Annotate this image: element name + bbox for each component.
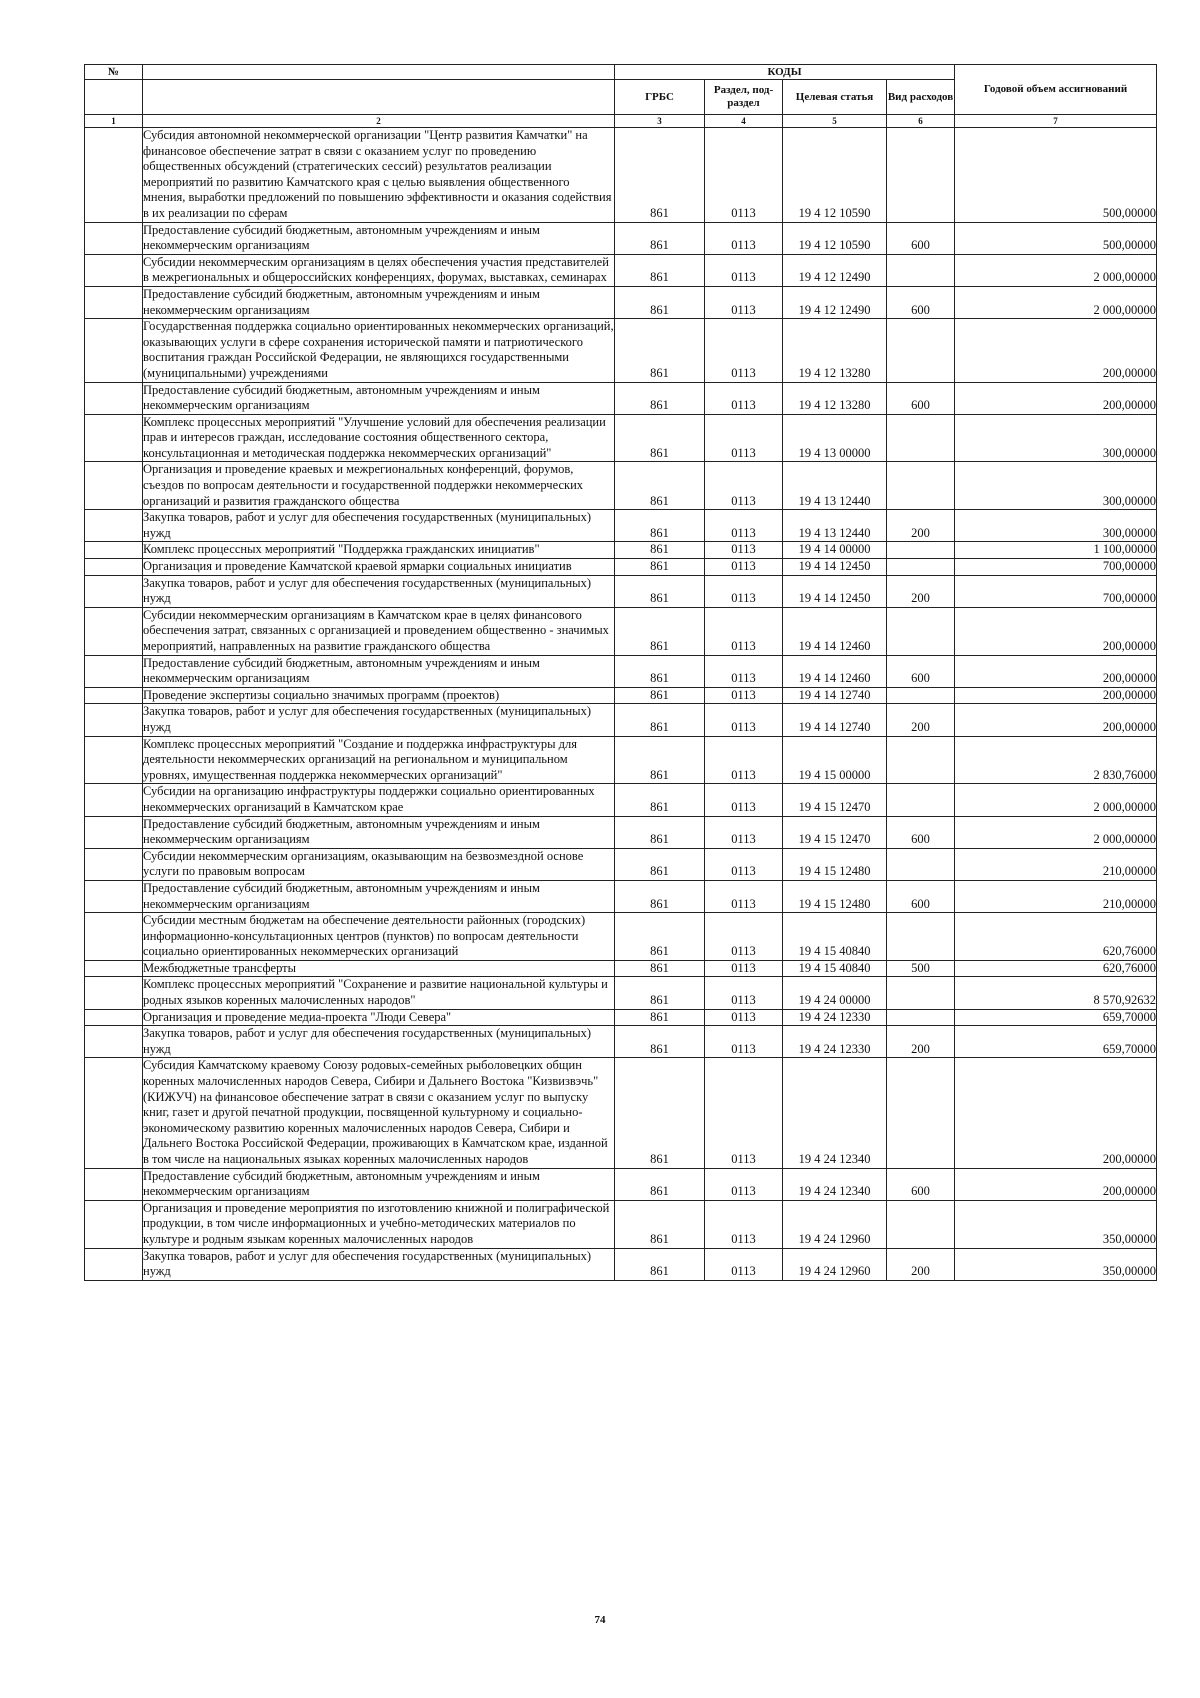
target-article-code: 19 4 13 12440 — [783, 510, 887, 542]
expense-name: Закупка товаров, работ и услуг для обеспечения государственных (муниципальных) нужд — [143, 704, 615, 736]
row-number-cell — [85, 1058, 143, 1168]
table-row — [85, 704, 1157, 736]
expense-type-code — [887, 319, 955, 382]
grbs-code: 861 — [615, 1200, 705, 1248]
grbs-code: 861 — [615, 655, 705, 687]
expense-type-code — [887, 1200, 955, 1248]
annual-amount: 200,00000 — [955, 382, 1157, 414]
target-article-code: 19 4 15 40840 — [783, 913, 887, 961]
budget-table — [84, 64, 1157, 1281]
section-code: 0113 — [705, 382, 783, 414]
header-codes: КОДЫ — [615, 65, 955, 80]
column-number: 2 — [143, 115, 615, 128]
annual-amount: 2 000,00000 — [955, 784, 1157, 816]
annual-amount: 659,70000 — [955, 1009, 1157, 1026]
expense-name: Предоставление субсидий бюджетным, автономным учреждениям и иным некоммерческим организациям — [143, 1168, 615, 1200]
header-expense-type: Вид расходов — [887, 80, 955, 115]
annual-amount: 620,76000 — [955, 913, 1157, 961]
table-row — [85, 977, 1157, 1009]
section-code: 0113 — [705, 414, 783, 462]
target-article-code: 19 4 12 12490 — [783, 286, 887, 318]
expense-name: Предоставление субсидий бюджетным, автономным учреждениям и иным некоммерческим организациям — [143, 655, 615, 687]
grbs-code: 861 — [615, 607, 705, 655]
table-row — [85, 1168, 1157, 1200]
target-article-code: 19 4 12 10590 — [783, 222, 887, 254]
expense-type-code — [887, 784, 955, 816]
header-annual-volume: Годовой объем ассигнований — [955, 65, 1157, 115]
table-row — [85, 607, 1157, 655]
section-code: 0113 — [705, 816, 783, 848]
annual-amount: 200,00000 — [955, 319, 1157, 382]
grbs-code: 861 — [615, 880, 705, 912]
section-code: 0113 — [705, 848, 783, 880]
grbs-code: 861 — [615, 510, 705, 542]
annual-amount: 210,00000 — [955, 848, 1157, 880]
table-row — [85, 319, 1157, 382]
expense-type-code: 200 — [887, 1026, 955, 1058]
table-row — [85, 913, 1157, 961]
section-code: 0113 — [705, 655, 783, 687]
annual-amount: 300,00000 — [955, 462, 1157, 510]
target-article-code: 19 4 14 12740 — [783, 687, 887, 704]
target-article-code: 19 4 15 12480 — [783, 880, 887, 912]
row-number-cell — [85, 222, 143, 254]
annual-amount: 8 570,92632 — [955, 977, 1157, 1009]
column-number: 6 — [887, 115, 955, 128]
row-number-cell — [85, 575, 143, 607]
grbs-code: 861 — [615, 319, 705, 382]
expense-name: Субсидии некоммерческим организациям, оказывающим на безвозмездной основе услуги по правовым вопросам — [143, 848, 615, 880]
table-row — [85, 880, 1157, 912]
target-article-code: 19 4 12 12490 — [783, 254, 887, 286]
section-code: 0113 — [705, 880, 783, 912]
expense-type-code: 600 — [887, 286, 955, 318]
target-article-code: 19 4 14 12460 — [783, 655, 887, 687]
grbs-code: 861 — [615, 848, 705, 880]
section-code: 0113 — [705, 977, 783, 1009]
target-article-code: 19 4 12 13280 — [783, 319, 887, 382]
expense-name: Предоставление субсидий бюджетным, автономным учреждениям и иным некоммерческим организациям — [143, 880, 615, 912]
header-number-blank — [85, 80, 143, 115]
row-number-cell — [85, 848, 143, 880]
target-article-code: 19 4 15 12480 — [783, 848, 887, 880]
target-article-code: 19 4 24 12960 — [783, 1200, 887, 1248]
section-code: 0113 — [705, 960, 783, 977]
expense-name: Организация и проведение мероприятия по изготовлению книжной и полиграфической продукции, в том числе информационных и учебно-методических материалов по культуре и родным языкам коренных малочисленных народов — [143, 1200, 615, 1248]
section-code: 0113 — [705, 575, 783, 607]
column-number: 1 — [85, 115, 143, 128]
expense-name: Межбюджетные трансферты — [143, 960, 615, 977]
budget-sheet — [84, 64, 1156, 1281]
table-row — [85, 816, 1157, 848]
target-article-code: 19 4 12 10590 — [783, 128, 887, 223]
table-body — [85, 128, 1157, 1281]
section-code: 0113 — [705, 462, 783, 510]
expense-type-code: 600 — [887, 222, 955, 254]
row-number-cell — [85, 559, 143, 576]
grbs-code: 861 — [615, 816, 705, 848]
row-number-cell — [85, 977, 143, 1009]
expense-name: Комплекс процессных мероприятий "Создание и поддержка инфраструктуры для деятельности некоммерческих организаций на региональном и муниципальном уровнях, имущественная поддержка некоммерческих организаций" — [143, 736, 615, 784]
table-row — [85, 542, 1157, 559]
row-number-cell — [85, 607, 143, 655]
grbs-code: 861 — [615, 1009, 705, 1026]
row-number-cell — [85, 319, 143, 382]
expense-type-code: 500 — [887, 960, 955, 977]
expense-name: Предоставление субсидий бюджетным, автономным учреждениям и иным некоммерческим организациям — [143, 382, 615, 414]
section-code: 0113 — [705, 286, 783, 318]
row-number-cell — [85, 1168, 143, 1200]
row-number-cell — [85, 128, 143, 223]
grbs-code: 861 — [615, 736, 705, 784]
table-row — [85, 1009, 1157, 1026]
target-article-code: 19 4 24 12960 — [783, 1248, 887, 1280]
expense-name: Организация и проведение краевых и межрегиональных конференций, форумов, съездов по вопросам деятельности и государственной поддержки некоммерческих организаций и развития гражданского общества — [143, 462, 615, 510]
annual-amount: 200,00000 — [955, 687, 1157, 704]
row-number-cell — [85, 736, 143, 784]
row-number-cell — [85, 462, 143, 510]
table-row — [85, 960, 1157, 977]
grbs-code: 861 — [615, 542, 705, 559]
row-number-cell — [85, 687, 143, 704]
target-article-code: 19 4 15 00000 — [783, 736, 887, 784]
grbs-code: 861 — [615, 382, 705, 414]
target-article-code: 19 4 13 12440 — [783, 462, 887, 510]
annual-amount: 200,00000 — [955, 607, 1157, 655]
target-article-code: 19 4 24 12340 — [783, 1058, 887, 1168]
row-number-cell — [85, 414, 143, 462]
expense-name: Субсидии на организацию инфраструктуры поддержки социально ориентированных некоммерческих организаций в Камчатском крае — [143, 784, 615, 816]
header-grbs: ГРБС — [615, 80, 705, 115]
table-row — [85, 382, 1157, 414]
grbs-code: 861 — [615, 687, 705, 704]
grbs-code: 861 — [615, 1058, 705, 1168]
annual-amount: 200,00000 — [955, 1058, 1157, 1168]
annual-amount: 300,00000 — [955, 510, 1157, 542]
annual-amount: 200,00000 — [955, 1168, 1157, 1200]
target-article-code: 19 4 15 12470 — [783, 784, 887, 816]
expense-name: Закупка товаров, работ и услуг для обеспечения государственных (муниципальных) нужд — [143, 575, 615, 607]
section-code: 0113 — [705, 254, 783, 286]
grbs-code: 861 — [615, 414, 705, 462]
annual-amount: 620,76000 — [955, 960, 1157, 977]
expense-type-code — [887, 128, 955, 223]
grbs-code: 861 — [615, 913, 705, 961]
column-number: 5 — [783, 115, 887, 128]
row-number-cell — [85, 816, 143, 848]
grbs-code: 861 — [615, 784, 705, 816]
row-number-cell — [85, 960, 143, 977]
row-number-cell — [85, 382, 143, 414]
expense-type-code — [887, 462, 955, 510]
section-code: 0113 — [705, 1200, 783, 1248]
header-name-blank-2 — [143, 80, 615, 115]
expense-type-code: 600 — [887, 816, 955, 848]
column-number: 4 — [705, 115, 783, 128]
expense-name: Комплекс процессных мероприятий "Улучшение условий для обеспечения реализации прав и интересов граждан, исследование состояния общественного сектора, консультационная и методическая поддержка некоммерческих организаций" — [143, 414, 615, 462]
row-number-cell — [85, 286, 143, 318]
grbs-code: 861 — [615, 286, 705, 318]
table-row — [85, 559, 1157, 576]
section-code: 0113 — [705, 542, 783, 559]
section-code: 0113 — [705, 607, 783, 655]
header-name-blank — [143, 65, 615, 80]
section-code: 0113 — [705, 1058, 783, 1168]
header-number: № — [85, 65, 143, 80]
row-number-cell — [85, 1200, 143, 1248]
section-code: 0113 — [705, 510, 783, 542]
section-code: 0113 — [705, 687, 783, 704]
expense-type-code — [887, 559, 955, 576]
expense-type-code — [887, 1009, 955, 1026]
table-row — [85, 128, 1157, 223]
expense-type-code — [887, 254, 955, 286]
section-code: 0113 — [705, 559, 783, 576]
annual-amount: 2 000,00000 — [955, 286, 1157, 318]
expense-type-code: 200 — [887, 704, 955, 736]
target-article-code: 19 4 12 13280 — [783, 382, 887, 414]
grbs-code: 861 — [615, 462, 705, 510]
grbs-code: 861 — [615, 559, 705, 576]
section-code: 0113 — [705, 784, 783, 816]
expense-name: Субсидия Камчатскому краевому Союзу родовых-семейных рыболовецких общин коренных малочисленных народов Севера, Сибири и Дальнего Востока "Кизвизвэчь" (КИЖУЧ) на финансовое обеспечение затрат в связи с оказанием услуг по выпуску книг, газет и другой печатной продукции, посвященной культурному и социально-экономическому развитию коренных малочисленных народов Севера, Сибири и Дальнего Востока Российской Федерации, проживающих в Камчатском крае, изданной в том числе на национальных языках коренных малочисленных народов — [143, 1058, 615, 1168]
section-code: 0113 — [705, 128, 783, 223]
grbs-code: 861 — [615, 254, 705, 286]
target-article-code: 19 4 14 12450 — [783, 575, 887, 607]
grbs-code: 861 — [615, 1168, 705, 1200]
expense-type-code — [887, 414, 955, 462]
table-row — [85, 414, 1157, 462]
table-row — [85, 655, 1157, 687]
expense-name: Проведение экспертизы социально значимых программ (проектов) — [143, 687, 615, 704]
target-article-code: 19 4 13 00000 — [783, 414, 887, 462]
grbs-code: 861 — [615, 128, 705, 223]
grbs-code: 861 — [615, 960, 705, 977]
row-number-cell — [85, 655, 143, 687]
expense-name: Организация и проведение Камчатской краевой ярмарки социальных инициатив — [143, 559, 615, 576]
expense-name: Государственная поддержка социально ориентированных некоммерческих организаций, оказывающих услуги в сфере сохранения исторической памяти и патриотического воспитания граждан Российской Федерации, не являющихся государственными (муниципальными) учреждениями — [143, 319, 615, 382]
column-number: 7 — [955, 115, 1157, 128]
table-row — [85, 736, 1157, 784]
annual-amount: 200,00000 — [955, 704, 1157, 736]
row-number-cell — [85, 510, 143, 542]
expense-name: Комплекс процессных мероприятий "Поддержка гражданских инициатив" — [143, 542, 615, 559]
row-number-cell — [85, 704, 143, 736]
column-number: 3 — [615, 115, 705, 128]
annual-amount: 700,00000 — [955, 559, 1157, 576]
target-article-code: 19 4 15 12470 — [783, 816, 887, 848]
annual-amount: 2 000,00000 — [955, 816, 1157, 848]
target-article-code: 19 4 14 12460 — [783, 607, 887, 655]
expense-type-code — [887, 607, 955, 655]
annual-amount: 700,00000 — [955, 575, 1157, 607]
target-article-code: 19 4 14 12740 — [783, 704, 887, 736]
row-number-cell — [85, 254, 143, 286]
grbs-code: 861 — [615, 1026, 705, 1058]
table-row — [85, 784, 1157, 816]
table-row — [85, 848, 1157, 880]
grbs-code: 861 — [615, 575, 705, 607]
expense-name: Комплекс процессных мероприятий "Сохранение и развитие национальной культуры и родных языков коренных малочисленных народов" — [143, 977, 615, 1009]
expense-type-code — [887, 977, 955, 1009]
section-code: 0113 — [705, 1026, 783, 1058]
table-header — [85, 65, 1157, 128]
section-code: 0113 — [705, 913, 783, 961]
target-article-code: 19 4 14 00000 — [783, 542, 887, 559]
annual-amount: 350,00000 — [955, 1200, 1157, 1248]
expense-type-code — [887, 687, 955, 704]
expense-name: Закупка товаров, работ и услуг для обеспечения государственных (муниципальных) нужд — [143, 510, 615, 542]
row-number-cell — [85, 1248, 143, 1280]
annual-amount: 500,00000 — [955, 128, 1157, 223]
expense-type-code: 600 — [887, 880, 955, 912]
expense-type-code — [887, 736, 955, 784]
grbs-code: 861 — [615, 704, 705, 736]
target-article-code: 19 4 14 12450 — [783, 559, 887, 576]
section-code: 0113 — [705, 1248, 783, 1280]
expense-name: Субсидия автономной некоммерческой организации "Центр развития Камчатки" на финансовое обеспечение затрат в связи с оказанием услуг по проведению общественных обсуждений (стратегических сессий) результатов реализации мероприятий по развитию Камчатского края с целью выявления общественного мнения, выработки предложений по повышению эффективности и оказания содействия в их реализации по сферам — [143, 128, 615, 223]
expense-type-code: 200 — [887, 575, 955, 607]
table-row — [85, 254, 1157, 286]
table-row — [85, 1058, 1157, 1168]
section-code: 0113 — [705, 319, 783, 382]
row-number-cell — [85, 913, 143, 961]
table-row — [85, 1200, 1157, 1248]
grbs-code: 861 — [615, 1248, 705, 1280]
expense-type-code: 600 — [887, 1168, 955, 1200]
table-row — [85, 575, 1157, 607]
row-number-cell — [85, 784, 143, 816]
row-number-cell — [85, 880, 143, 912]
expense-name: Субсидии местным бюджетам на обеспечение деятельности районных (городских) информационно-консультационных центров (пунктов) по вопросам деятельности социально ориентированных некоммерческих организаций — [143, 913, 615, 961]
expense-type-code: 600 — [887, 382, 955, 414]
table-row — [85, 1026, 1157, 1058]
grbs-code: 861 — [615, 977, 705, 1009]
expense-name: Закупка товаров, работ и услуг для обеспечения государственных (муниципальных) нужд — [143, 1248, 615, 1280]
annual-amount: 659,70000 — [955, 1026, 1157, 1058]
expense-type-code: 200 — [887, 1248, 955, 1280]
expense-name: Закупка товаров, работ и услуг для обеспечения государственных (муниципальных) нужд — [143, 1026, 615, 1058]
column-number-row — [85, 115, 1157, 128]
expense-name: Организация и проведение медиа-проекта "Люди Севера" — [143, 1009, 615, 1026]
table-row — [85, 462, 1157, 510]
target-article-code: 19 4 24 00000 — [783, 977, 887, 1009]
target-article-code: 19 4 15 40840 — [783, 960, 887, 977]
expense-type-code — [887, 848, 955, 880]
annual-amount: 500,00000 — [955, 222, 1157, 254]
grbs-code: 861 — [615, 222, 705, 254]
section-code: 0113 — [705, 1168, 783, 1200]
table-row — [85, 222, 1157, 254]
annual-amount: 200,00000 — [955, 655, 1157, 687]
annual-amount: 2 830,76000 — [955, 736, 1157, 784]
annual-amount: 2 000,00000 — [955, 254, 1157, 286]
table-row — [85, 687, 1157, 704]
expense-type-code — [887, 913, 955, 961]
header-target-article: Целевая статья — [783, 80, 887, 115]
annual-amount: 1 100,00000 — [955, 542, 1157, 559]
target-article-code: 19 4 24 12330 — [783, 1026, 887, 1058]
expense-name: Предоставление субсидий бюджетным, автономным учреждениям и иным некоммерческим организациям — [143, 816, 615, 848]
annual-amount: 300,00000 — [955, 414, 1157, 462]
header-section: Раздел, под-раздел — [705, 80, 783, 115]
expense-type-code — [887, 1058, 955, 1168]
annual-amount: 350,00000 — [955, 1248, 1157, 1280]
target-article-code: 19 4 24 12330 — [783, 1009, 887, 1026]
section-code: 0113 — [705, 704, 783, 736]
expense-name: Предоставление субсидий бюджетным, автономным учреждениям и иным некоммерческим организациям — [143, 286, 615, 318]
section-code: 0113 — [705, 222, 783, 254]
table-row — [85, 286, 1157, 318]
annual-amount: 210,00000 — [955, 880, 1157, 912]
table-row — [85, 510, 1157, 542]
section-code: 0113 — [705, 1009, 783, 1026]
row-number-cell — [85, 542, 143, 559]
expense-type-code — [887, 542, 955, 559]
expense-name: Субсидии некоммерческим организациям в Камчатском крае в целях финансового обеспечения затрат, связанных с организацией и проведением общественно - значимых мероприятий, направленных на развитие гражданского общества — [143, 607, 615, 655]
page-number: 74 — [594, 1614, 606, 1626]
target-article-code: 19 4 24 12340 — [783, 1168, 887, 1200]
section-code: 0113 — [705, 736, 783, 784]
row-number-cell — [85, 1009, 143, 1026]
row-number-cell — [85, 1026, 143, 1058]
expense-type-code: 200 — [887, 510, 955, 542]
expense-name: Предоставление субсидий бюджетным, автономным учреждениям и иным некоммерческим организациям — [143, 222, 615, 254]
expense-name: Субсидии некоммерческим организациям в целях обеспечения участия представителей в межрегиональных и общероссийских конференциях, форумах, выставках, семинарах — [143, 254, 615, 286]
table-row — [85, 1248, 1157, 1280]
expense-type-code: 600 — [887, 655, 955, 687]
